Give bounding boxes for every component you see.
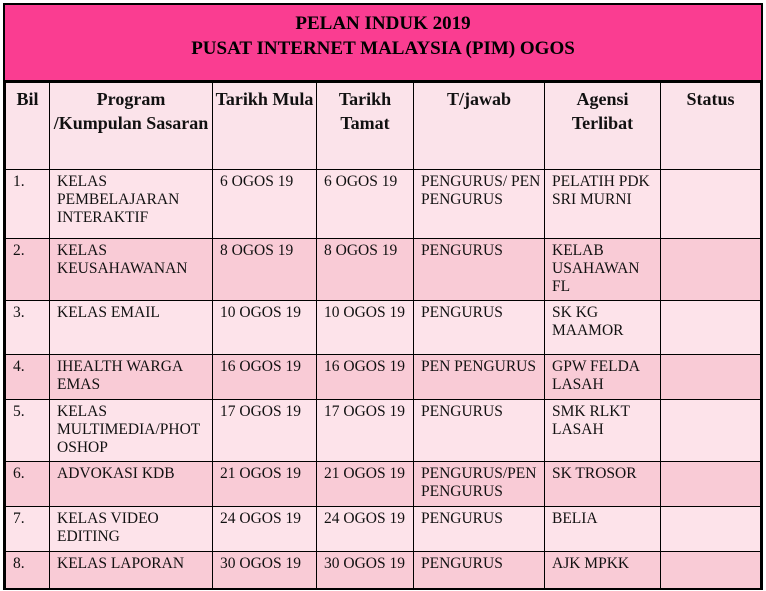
table-row (6, 355, 761, 400)
cell-tarikh-tamat: 30 OGOS 19 (317, 552, 414, 591)
cell-tarikh-mula: 16 OGOS 19 (213, 355, 317, 400)
table-row (6, 239, 761, 301)
title-banner (5, 5, 761, 82)
plan-table (5, 82, 761, 590)
cell-status (661, 239, 761, 301)
header-tjawab: T/jawab (414, 83, 545, 170)
cell-status (661, 355, 761, 400)
cell-bil: 8. (6, 552, 50, 591)
cell-bil: 4. (6, 355, 50, 400)
table-row (6, 462, 761, 507)
cell-tarikh-tamat: 10 OGOS 19 (317, 301, 414, 355)
cell-tarikh-mula: 6 OGOS 19 (213, 170, 317, 239)
cell-tarikh-tamat: 16 OGOS 19 (317, 355, 414, 400)
cell-program: KELAS LAPORAN (50, 552, 213, 591)
cell-tjawab: PENGURUS (414, 400, 545, 462)
header-program: Program /Kumpulan Sasaran (50, 83, 213, 170)
document-frame (3, 3, 763, 590)
table-row (6, 301, 761, 355)
cell-agensi: SMK RLKT LASAH (545, 400, 661, 462)
cell-tarikh-mula: 21 OGOS 19 (213, 462, 317, 507)
cell-status (661, 552, 761, 591)
cell-tjawab: PENGURUS (414, 239, 545, 301)
cell-status (661, 400, 761, 462)
cell-tarikh-tamat: 8 OGOS 19 (317, 239, 414, 301)
cell-status (661, 301, 761, 355)
cell-agensi: SK KG MAAMOR (545, 301, 661, 355)
cell-bil: 6. (6, 462, 50, 507)
cell-agensi: BELIA (545, 507, 661, 552)
cell-program: KELAS EMAIL (50, 301, 213, 355)
header-row (6, 83, 761, 170)
cell-bil: 5. (6, 400, 50, 462)
header-status: Status (661, 83, 761, 170)
cell-tjawab: PENGURUS (414, 301, 545, 355)
cell-tarikh-mula: 10 OGOS 19 (213, 301, 317, 355)
cell-program: KELAS KEUSAHAWANAN (50, 239, 213, 301)
cell-tjawab: PENGURUS/ PEN PENGURUS (414, 170, 545, 239)
cell-bil: 1. (6, 170, 50, 239)
cell-status (661, 462, 761, 507)
header-agensi: Agensi Terlibat (545, 83, 661, 170)
cell-agensi: AJK MPKK (545, 552, 661, 591)
cell-agensi: PELATIH PDK SRI MURNI (545, 170, 661, 239)
cell-tjawab: PENGURUS/PEN PENGURUS (414, 462, 545, 507)
cell-program: KELAS MULTIMEDIA/PHOTOSHOP (50, 400, 213, 462)
table-row (6, 170, 761, 239)
cell-status (661, 170, 761, 239)
table-row (6, 507, 761, 552)
cell-tarikh-mula: 24 OGOS 19 (213, 507, 317, 552)
title-line-1: PELAN INDUK 2019 (295, 13, 471, 34)
cell-tarikh-mula: 8 OGOS 19 (213, 239, 317, 301)
table-row (6, 552, 761, 591)
table-row (6, 400, 761, 462)
cell-bil: 2. (6, 239, 50, 301)
header-tarikh-mula: Tarikh Mula (213, 83, 317, 170)
cell-status (661, 507, 761, 552)
header-tarikh-tamat: Tarikh Tamat (317, 83, 414, 170)
cell-tarikh-mula: 17 OGOS 19 (213, 400, 317, 462)
cell-tarikh-tamat: 17 OGOS 19 (317, 400, 414, 462)
cell-tarikh-mula: 30 OGOS 19 (213, 552, 317, 591)
cell-tarikh-tamat: 24 OGOS 19 (317, 507, 414, 552)
cell-program: IHEALTH WARGA EMAS (50, 355, 213, 400)
cell-tarikh-tamat: 6 OGOS 19 (317, 170, 414, 239)
cell-tjawab: PEN PENGURUS (414, 355, 545, 400)
cell-program: ADVOKASI KDB (50, 462, 213, 507)
cell-program: KELAS PEMBELAJARAN INTERAKTIF (50, 170, 213, 239)
cell-bil: 3. (6, 301, 50, 355)
cell-bil: 7. (6, 507, 50, 552)
cell-agensi: GPW FELDA LASAH (545, 355, 661, 400)
cell-agensi: KELAB USAHAWAN FL (545, 239, 661, 301)
cell-tjawab: PENGURUS (414, 507, 545, 552)
cell-agensi: SK TROSOR (545, 462, 661, 507)
cell-tarikh-tamat: 21 OGOS 19 (317, 462, 414, 507)
header-bil: Bil (6, 83, 50, 170)
cell-program: KELAS VIDEO EDITING (50, 507, 213, 552)
cell-tjawab: PENGURUS (414, 552, 545, 591)
title-line-2: PUSAT INTERNET MALAYSIA (PIM) OGOS (191, 38, 575, 59)
